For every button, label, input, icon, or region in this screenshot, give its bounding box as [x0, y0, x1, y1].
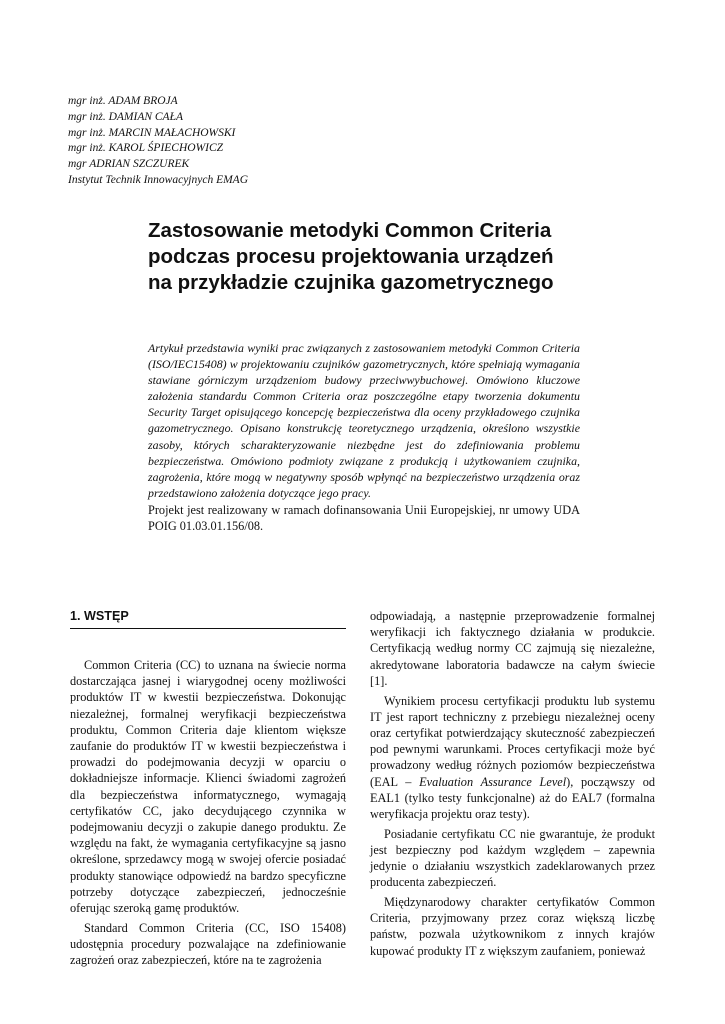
author-name: mgr ADRIAN SZCZUREK: [68, 158, 190, 171]
body-paragraph: [370, 693, 655, 823]
paper-title-line: podczas procesu projektowania urządzeń: [148, 245, 554, 268]
body-paragraph: Międzynarodowy charakter certyfikatów Common Criteria, przyjmowany przez coraz większą liczbę państw, pozwala użytkownikom z innych krajów kupować produkty IT z większym zaufaniem, ponieważ: [370, 894, 655, 958]
author-name: mgr inż. KAROL ŚPIECHOWICZ: [68, 142, 224, 155]
eal-term-italic: Evaluation Assurance Level: [419, 774, 567, 789]
right-column: [370, 608, 655, 959]
author-name: mgr inż. MARCIN MAŁACHOWSKI: [68, 126, 236, 139]
abstract: Artykuł przedstawia wyniki prac związanych z zastosowaniem metodyki Common Criteria (ISO/IEC15408) w projektowaniu czujników gazometrycznych, które spełniają wymagania stawiane górniczym urządzeniom budowy przeciwwybuchowej. Omówiono kluczowe założenia standardu Common Criteria oraz poszczególne etapy tworzenia dokumentu Security Target opisującego koncepcję bezpieczeństwa dla oceny przykładowego czujnika gazometrycznego. Opisano konstrukcję teoretycznego urządzenia, określono wszystkie zasoby, których scharakteryzowanie niezbędne jest do zdefiniowania problemu bezpieczeństwa. Omówiono podmioty związane z produkcją i użytkowaniem czujnika, zagrożenia, które mogą w negatywny sposób wpłynąć na bezpieczeństwo urządzenia oraz przedstawiono założenia dotyczące jego pracy.: [148, 341, 580, 500]
section-heading-introduction: 1. WSTĘP: [70, 608, 346, 629]
project-funding-note: Projekt jest realizowany w ramach dofinansowania Unii Europejskiej, nr umowy UDA POIG 01.03.01.156/08.: [148, 503, 580, 534]
paper-title: [148, 218, 618, 296]
body-paragraph: Common Criteria (CC) to uznana na świecie norma dostarczająca jasnej i wiarygodnej oceny możliwości produktów IT w kwestii bezpieczeństwa. Dokonując niezależnej, formalnej weryfikacji bezpieczeństwa produktu, Common Criteria daje klientom większe zaufanie do produktów IT w kwestii bezpieczeństwa i prowadzi do podejmowania decyzji w oparciu o dokładniejsze informacje. Klienci świadomi zagrożeń dla bezpieczeństwa informatycznego, wymagają certyfikatów CC, jako decydującego czynnika w podejmowaniu decyzji o zakupie danego produktu. Ze względu na fakt, że wymagania certyfikacyjne są jasno określone, sprzedawcy mogą w swojej ofercie posiadać produkty stanowiące odpowiedź na bardzo specyficzne potrzeby dotyczące zabezpieczeń, jednocześnie oferując szeroką gamę produktów.: [70, 658, 346, 916]
paper-title-line: Zastosowanie metodyki Common Criteria: [148, 219, 552, 242]
paper-title-line: na przykładzie czujnika gazometrycznego: [148, 271, 554, 294]
body-paragraph: odpowiadają, a następnie przeprowadzenie formalnej weryfikacji ich faktycznego działania w produkcie. Certyfikacją według normy CC zajmują się niezależne, akredytowane laboratoria badawcze na całym świecie [1].: [370, 609, 655, 688]
author-name: mgr inż. DAMIAN CAŁA: [68, 110, 183, 123]
body-paragraph: Posiadanie certyfikatu CC nie gwarantuje, że produkt jest bezpieczny pod każdym względem – zapewnia jedynie o działaniu wszystkich zadeklarowanych przez producenta zabezpieczeń.: [370, 826, 655, 890]
author-list: [68, 94, 468, 189]
author-affiliation: Instytut Technik Innowacyjnych EMAG: [68, 173, 249, 186]
author-name: mgr inż. ADAM BROJA: [68, 95, 178, 107]
body-text: Wynikiem procesu certyfikacji produktu lub systemu IT jest raport techniczny z przebiegu niezależnej oceny oraz certyfikat potwierdzający skuteczność zabezpieczeń pod pewnymi warunkami. Proces certyfikacji może być prowadzony według różnych poziomów bezpieczeństwa (EAL –: [370, 693, 655, 789]
body-paragraph: Standard Common Criteria (CC, ISO 15408) udostępnia procedury pozwalające na zdefiniowanie zagrożeń oraz zabezpieczeń, które na te zagrożenia: [70, 920, 346, 968]
left-column: [70, 657, 346, 968]
body-text: ), począwszy od EAL1 (tylko testy funkcjonalne) aż do EAL7 (formalna weryfikacja projektu oraz testy).: [370, 774, 655, 821]
